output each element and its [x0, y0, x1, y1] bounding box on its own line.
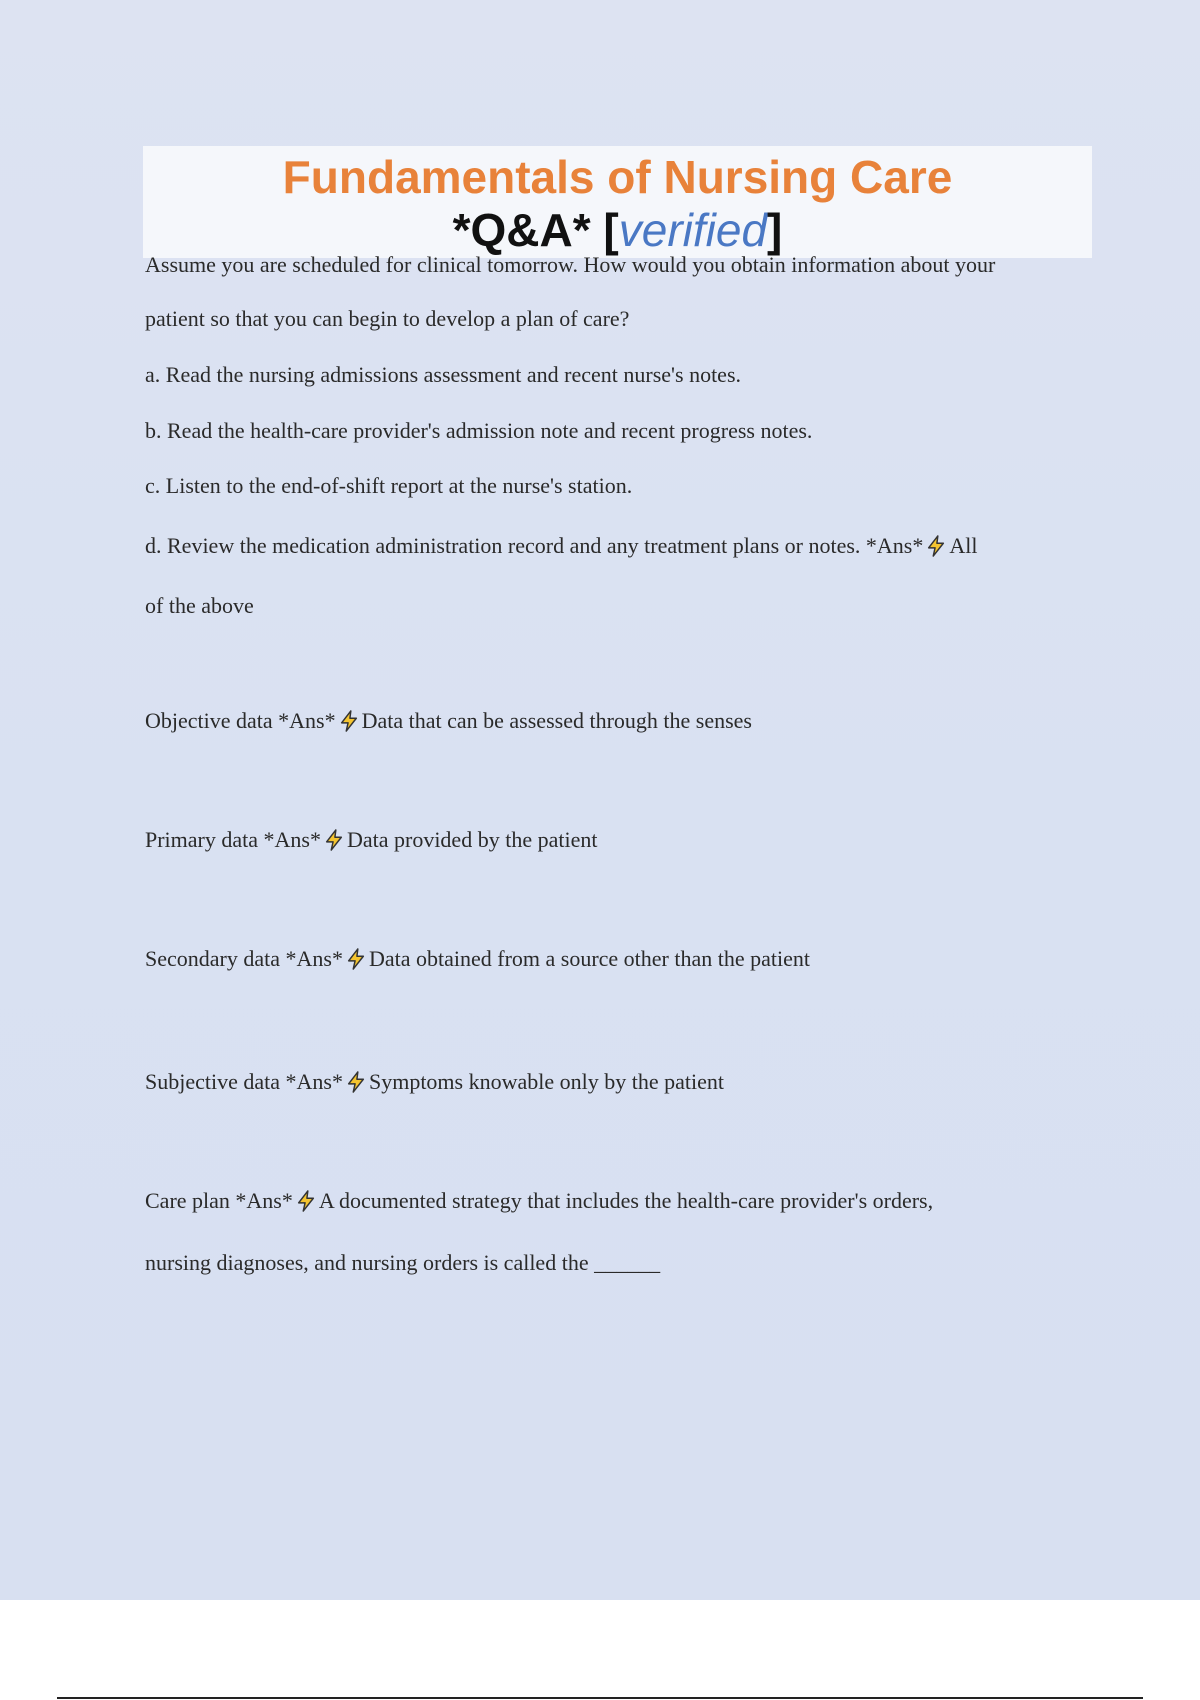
lightning-bolt-icon — [338, 709, 360, 733]
lightning-bolt-icon — [925, 534, 947, 558]
q6-answer-line2: nursing diagnoses, and nursing orders is called the ______ — [145, 1250, 661, 1275]
lightning-bolt-icon — [345, 947, 367, 971]
lightning-bolt-icon — [345, 1070, 367, 1094]
q2-line — [145, 708, 1095, 734]
q3-line — [145, 827, 1095, 853]
q1-answer-part2: of the above — [145, 593, 254, 618]
q3-answer: Data provided by the patient — [346, 827, 598, 852]
verified-label: verified — [618, 204, 768, 256]
lightning-bolt-icon — [295, 1189, 317, 1213]
subtitle-prefix: *Q&A* [ — [452, 204, 619, 256]
q3-question: Primary data *Ans* — [145, 827, 321, 852]
document-title: Fundamentals of Nursing Care — [282, 151, 953, 203]
q5-line — [145, 1069, 1095, 1095]
q6-answer-line1: A documented strategy that includes the health-care provider's orders, — [318, 1188, 934, 1213]
subtitle-suffix: ] — [767, 204, 783, 256]
q1-answer-part1: All — [949, 533, 978, 558]
q6-line1 — [145, 1188, 1095, 1214]
q1-line2: patient so that you can begin to develop a plan of care? — [145, 306, 630, 331]
q6-question: Care plan *Ans* — [145, 1188, 293, 1213]
q1-option-c: c. Listen to the end-of-shift report at the nurse's station. — [145, 473, 633, 498]
q2-question: Objective data *Ans* — [145, 708, 336, 733]
q2-answer: Data that can be assessed through the senses — [361, 708, 752, 733]
q5-question: Subjective data *Ans* — [145, 1069, 343, 1094]
q1-option-d-line — [145, 533, 1095, 559]
q1-line1: Assume you are scheduled for clinical tomorrow. How would you obtain information about your — [145, 252, 996, 277]
q4-question: Secondary data *Ans* — [145, 946, 343, 971]
q4-line — [145, 946, 1095, 972]
q1-option-a: a. Read the nursing admissions assessment and recent nurse's notes. — [145, 362, 742, 387]
q1-option-b: b. Read the health-care provider's admission note and recent progress notes. — [145, 418, 813, 443]
q1-option-d: d. Review the medication administration record and any treatment plans or notes. *Ans* — [145, 533, 924, 558]
q4-answer: Data obtained from a source other than the patient — [368, 946, 811, 971]
page-footer-rule — [57, 1697, 1143, 1699]
q5-answer: Symptoms knowable only by the patient — [368, 1069, 724, 1094]
lightning-bolt-icon — [323, 828, 345, 852]
document-subtitle — [143, 203, 1092, 257]
title-banner — [143, 146, 1092, 258]
